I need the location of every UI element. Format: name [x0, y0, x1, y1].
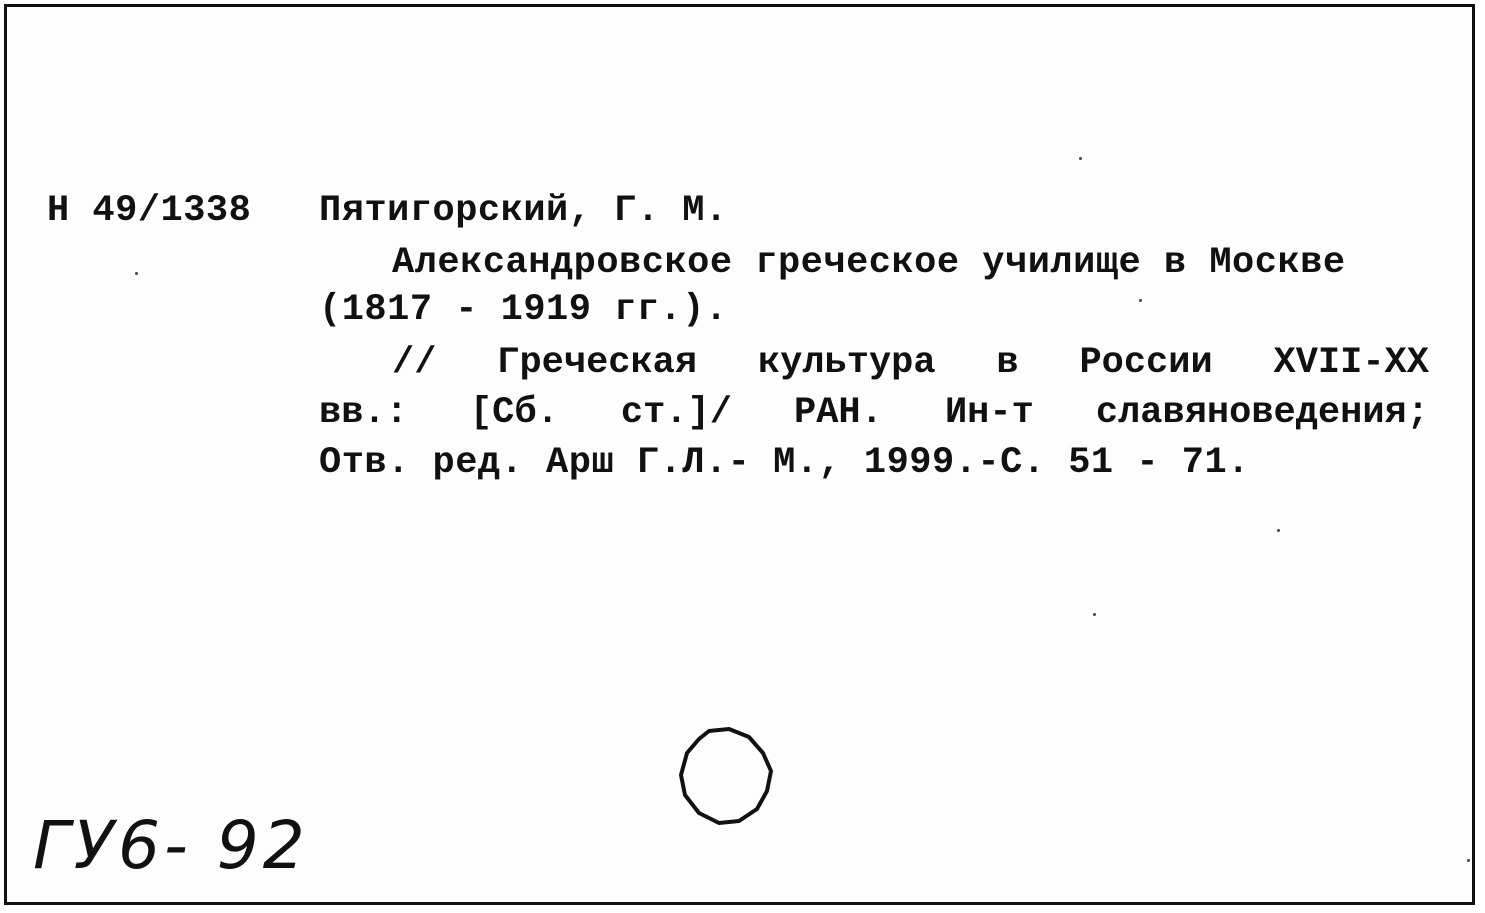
paper-speck — [1093, 613, 1096, 616]
paper-speck — [1467, 859, 1470, 862]
source-word: [Сб. — [469, 392, 559, 434]
paper-speck — [135, 272, 138, 275]
source-word: XVII-XX — [1273, 342, 1429, 384]
source-word: РАН. — [794, 392, 883, 434]
source-word: // — [392, 342, 437, 384]
source-word: Ин-т — [944, 392, 1034, 434]
source-word: Греческая — [497, 342, 698, 384]
source-word: славяноведения; — [1095, 392, 1429, 434]
paper-speck — [1277, 529, 1280, 532]
source-word: вв.: — [319, 392, 408, 434]
author-heading: Пятигорский, Г. М. — [319, 190, 728, 232]
source-line-3: Отв. ред. Арш Г.Л.- М., 1999.-С. 51 - 71. — [319, 442, 1250, 484]
paper-speck — [1139, 299, 1142, 302]
paper-speck — [1079, 157, 1082, 160]
title-line-1: Александровское греческое училище в Москве — [392, 242, 1346, 284]
source-word: культура — [757, 342, 936, 384]
source-word: в — [996, 342, 1019, 384]
punch-hole — [679, 727, 773, 825]
handwritten-code: ГУ6- 92 — [33, 807, 309, 884]
shelfmark: Н 49/1338 — [47, 190, 252, 232]
title-line-2: (1817 - 1919 гг.). — [319, 289, 728, 331]
source-word: России — [1079, 342, 1213, 384]
source-line-1 — [392, 342, 1429, 384]
source-line-2 — [319, 392, 1429, 434]
catalog-card — [4, 4, 1475, 905]
source-word: ст.]/ — [620, 392, 732, 434]
